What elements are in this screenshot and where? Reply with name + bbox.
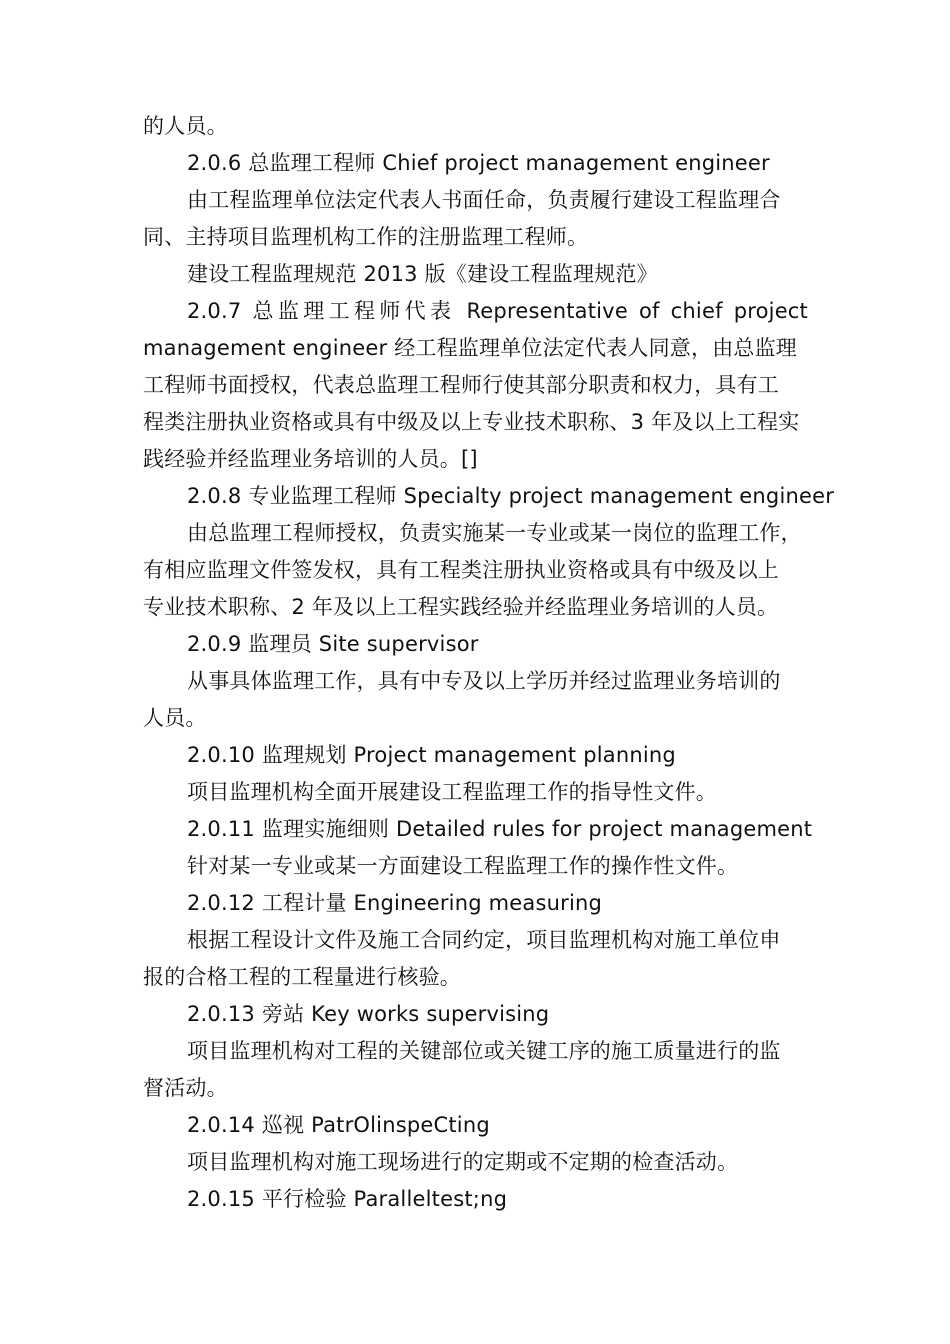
text-line: 项目监理机构对工程的关键部位或关键工序的施工质量进行的监 <box>187 1039 781 1063</box>
section-heading-2-0-7: 2.0.7 总监理工程师代表 Representative of chief project <box>187 299 808 323</box>
section-heading-2-0-8: 2.0.8 专业监理工程师 Specialty project management engineer <box>187 484 835 508</box>
text-line: 程类注册执业资格或具有中级及以上专业技术职称、3 年及以上工程实 <box>143 410 800 434</box>
section-heading-2-0-13: 2.0.13 旁站 Key works supervising <box>187 1002 550 1026</box>
text-line: 报的合格工程的工程量进行核验。 <box>143 965 461 989</box>
section-heading-2-0-9: 2.0.9 监理员 Site supervisor <box>187 632 479 656</box>
section-heading-2-0-11: 2.0.11 监理实施细则 Detailed rules for project management <box>187 817 813 841</box>
section-heading-2-0-10: 2.0.10 监理规划 Project management planning <box>187 743 676 767</box>
text-line: 针对某一专业或某一方面建设工程监理工作的操作性文件。 <box>187 854 739 878</box>
text-line: 项目监理机构全面开展建设工程监理工作的指导性文件。 <box>187 780 717 804</box>
text-line: 根据工程设计文件及施工合同约定，项目监理机构对施工单位申 <box>187 928 781 952</box>
section-heading-2-0-14: 2.0.14 巡视 PatrOlinspeCting <box>187 1113 490 1137</box>
text-line: 项目监理机构对施工现场进行的定期或不定期的检查活动。 <box>187 1150 739 1174</box>
text-line: 建设工程监理规范 2013 版《建设工程监理规范》 <box>187 262 658 286</box>
text-line: 的人员。 <box>143 114 228 138</box>
text-line: 工程师书面授权，代表总监理工程师行使其部分职责和权力，具有工 <box>143 373 779 397</box>
text-line: 专业技术职称、2 年及以上工程实践经验并经监理业务培训的人员。 <box>143 595 779 619</box>
section-heading-2-0-15: 2.0.15 平行检验 Paralleltest;ng <box>187 1187 508 1211</box>
text-line: 由总监理工程师授权，负责实施某一专业或某一岗位的监理工作， <box>187 521 802 545</box>
section-heading-2-0-12: 2.0.12 工程计量 Engineering measuring <box>187 891 603 915</box>
text-line: 督活动。 <box>143 1076 228 1100</box>
text-line: 同、主持项目监理机构工作的注册监理工程师。 <box>143 225 589 249</box>
text-line: management engineer 经工程监理单位法定代表人同意，由总监理 <box>143 336 797 360</box>
text-line: 践经验并经监理业务培训的人员。[] <box>143 447 478 471</box>
text-line: 由工程监理单位法定代表人书面任命，负责履行建设工程监理合 <box>187 188 781 212</box>
section-heading-2-0-6: 2.0.6 总监理工程师 Chief project management engineer <box>187 151 770 175</box>
text-line: 人员。 <box>143 706 207 730</box>
text-line: 有相应监理文件签发权，具有工程类注册执业资格或具有中级及以上 <box>143 558 779 582</box>
text-line: 从事具体监理工作，具有中专及以上学历并经过监理业务培训的 <box>187 669 781 693</box>
